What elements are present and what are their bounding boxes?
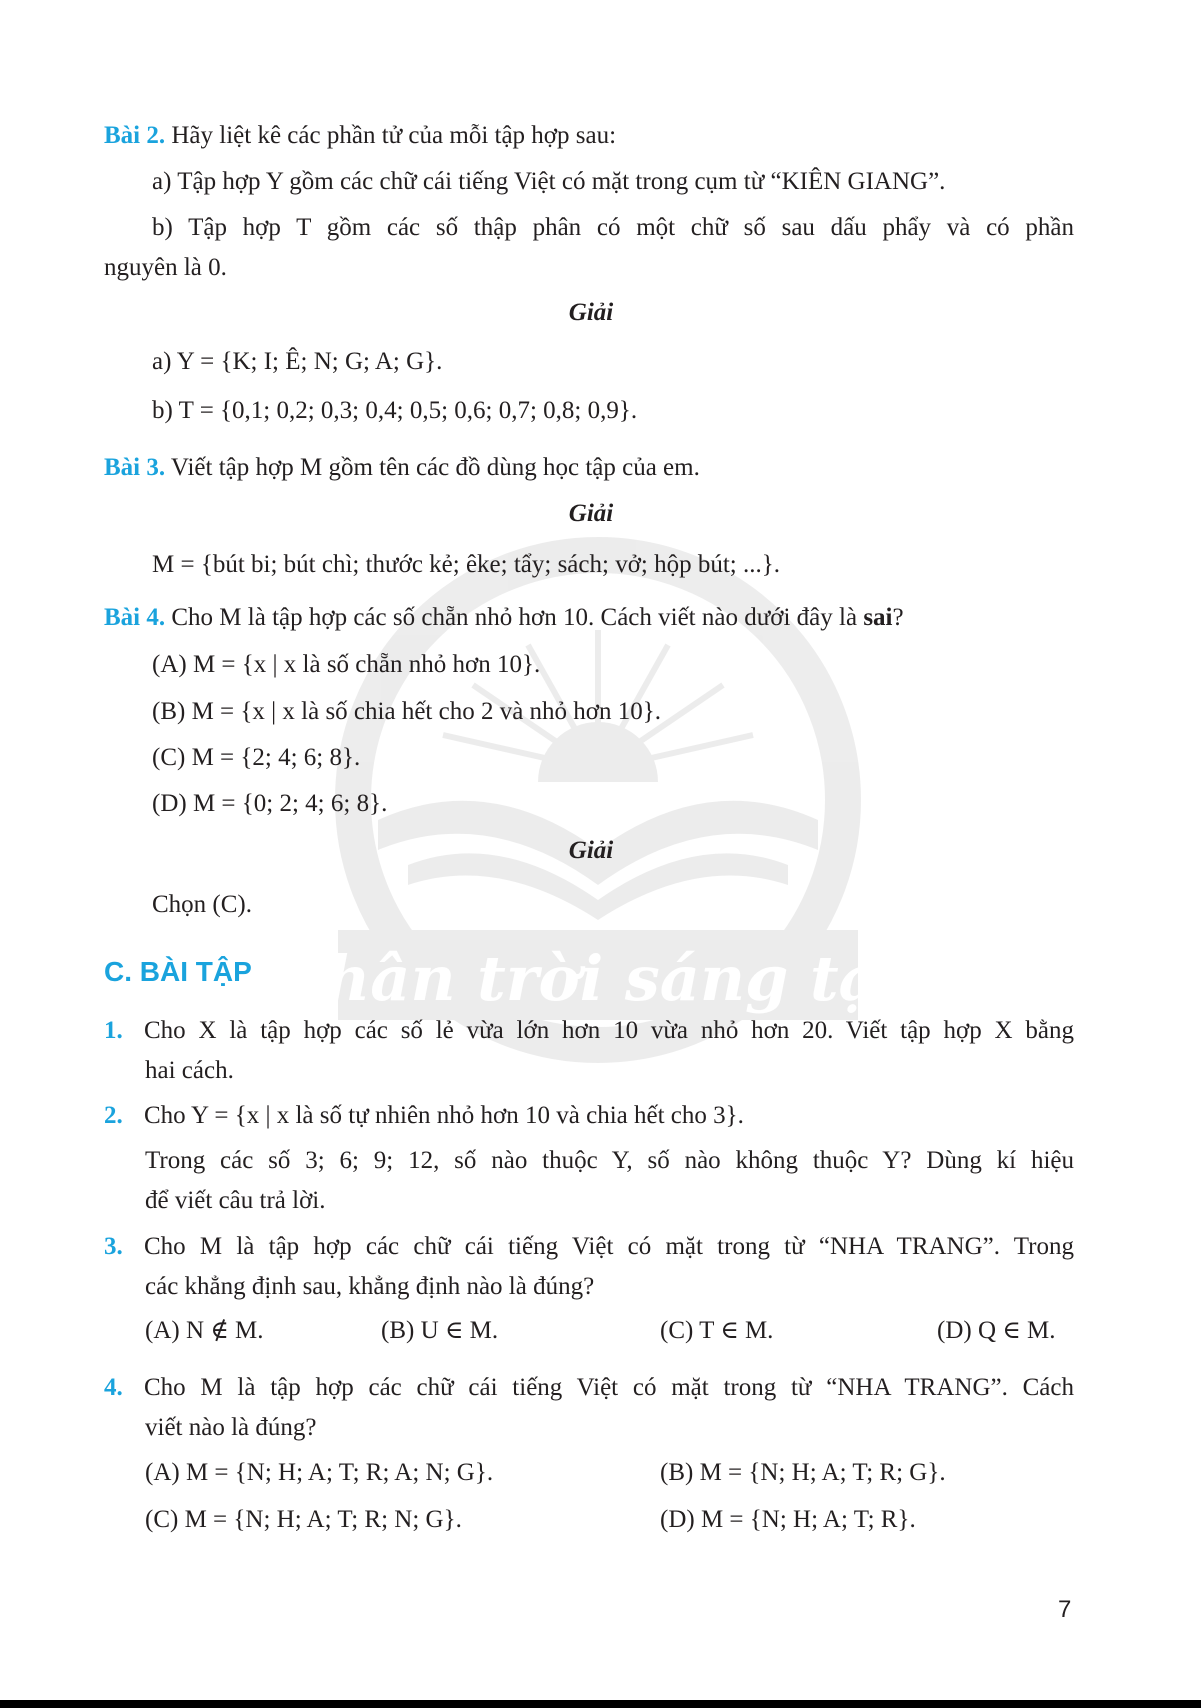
bai4-solution: Chọn (C). [152, 891, 252, 918]
ex4-text1: Cho M là tập hợp các chữ cái tiếng Việt có mặt trong từ “NHA TRANG”. Cách [144, 1374, 1074, 1401]
bai4-solution-heading: Giải [568, 837, 614, 864]
watermark-text: Chân trời sáng tạo [275, 942, 921, 1015]
bai4-option-d: (D) M = {0; 2; 4; 6; 8}. [152, 790, 388, 817]
ex4-option-a: (A) M = {N; H; A; T; R; A; N; G}. [145, 1459, 494, 1486]
ex1-text1: Cho X là tập hợp các số lẻ vừa lớn hơn 10 vừa nhỏ hơn 20. Viết tập hợp X bằng [144, 1017, 1074, 1044]
bottom-border [0, 1700, 1201, 1708]
bai2-b-line2: nguyên là 0. [104, 254, 227, 281]
ex3-option-b: (B) U ∈ M. [381, 1317, 499, 1344]
bai4-option-b: (B) M = {x | x là số chia hết cho 2 và nhỏ hơn 10}. [152, 698, 662, 725]
ex2-line2: Trong các số 3; 6; 9; 12, số nào thuộc Y, số nào không thuộc Y? Dùng kí hiệu [145, 1147, 1074, 1174]
bai2-label: Bài 2. [104, 122, 166, 149]
ex4-option-d: (D) M = {N; H; A; T; R}. [660, 1506, 916, 1533]
ex4-line1 [104, 1373, 1074, 1403]
bai3-text: Viết tập hợp M gồm tên các đồ dùng học tập của em. [165, 454, 700, 481]
ex2-text1: Cho Y = {x | x là số tự nhiên nhỏ hơn 10 và chia hết cho 3}. [144, 1102, 744, 1129]
page-number: 7 [1058, 1596, 1072, 1623]
ex2-line1 [104, 1101, 744, 1131]
ex1-line2: hai cách. [145, 1057, 234, 1084]
section-title: C. BÀI TẬP [104, 956, 252, 987]
bai3-label: Bài 3. [104, 454, 166, 481]
bai3-heading [104, 453, 700, 483]
ex4-option-c: (C) M = {N; H; A; T; R; N; G}. [145, 1506, 462, 1533]
bai2-solution-heading: Giải [568, 299, 614, 326]
ex3-number: 3. [104, 1233, 123, 1260]
bai2-solution-b: b) T = {0,1; 0,2; 0,3; 0,4; 0,5; 0,6; 0,7; 0,8; 0,9}. [152, 397, 638, 424]
ex3-text1: Cho M là tập hợp các chữ cái tiếng Việt có mặt trong từ “NHA TRANG”. Trong [144, 1233, 1074, 1260]
ex3-line1 [104, 1232, 1074, 1262]
ex2-line3: để viết câu trả lời. [145, 1187, 326, 1214]
ex1-line1 [104, 1016, 1074, 1046]
ex4-option-b: (B) M = {N; H; A; T; R; G}. [660, 1459, 946, 1486]
bai2-text: Hãy liệt kê các phần tử của mỗi tập hợp sau: [165, 122, 617, 149]
ex2-number: 2. [104, 1102, 123, 1129]
bai3-solution: M = {bút bi; bút chì; thước kẻ; êke; tẩy; sách; vở; hộp bút; ...}. [152, 551, 781, 578]
bai4-option-a: (A) M = {x | x là số chẵn nhỏ hơn 10}. [152, 651, 541, 678]
ex1-number: 1. [104, 1017, 123, 1044]
bai3-solution-heading: Giải [568, 500, 614, 527]
ex3-option-a: (A) N ∉ M. [145, 1317, 264, 1344]
bai2-solution-a: a) Y = {K; I; Ê; N; G; A; G}. [152, 348, 443, 375]
ex4-number: 4. [104, 1374, 123, 1401]
bai2-heading [104, 121, 616, 151]
bai2-a: a) Tập hợp Y gồm các chữ cái tiếng Việt có mặt trong cụm từ “KIÊN GIANG”. [152, 168, 946, 195]
bai2-b-line1: b) Tập hợp T gồm các số thập phân có một chữ số sau dấu phẩy và có phần [152, 214, 1074, 241]
bai4-label: Bài 4. [104, 604, 166, 631]
bai4-heading [104, 603, 904, 633]
ex3-option-c: (C) T ∈ M. [660, 1317, 774, 1344]
ex4-line2: viết nào là đúng? [145, 1414, 317, 1441]
bai4-option-c: (C) M = {2; 4; 6; 8}. [152, 744, 361, 771]
ex3-option-d: (D) Q ∈ M. [937, 1317, 1056, 1344]
bai4-text: Cho M là tập hợp các số chẵn nhỏ hơn 10. Cách viết nào dưới đây là [165, 604, 864, 631]
bai4-bold-word: sai [863, 604, 893, 631]
bai4-end: ? [892, 604, 904, 631]
ex3-line2: các khẳng định sau, khẳng định nào là đúng? [145, 1273, 595, 1300]
